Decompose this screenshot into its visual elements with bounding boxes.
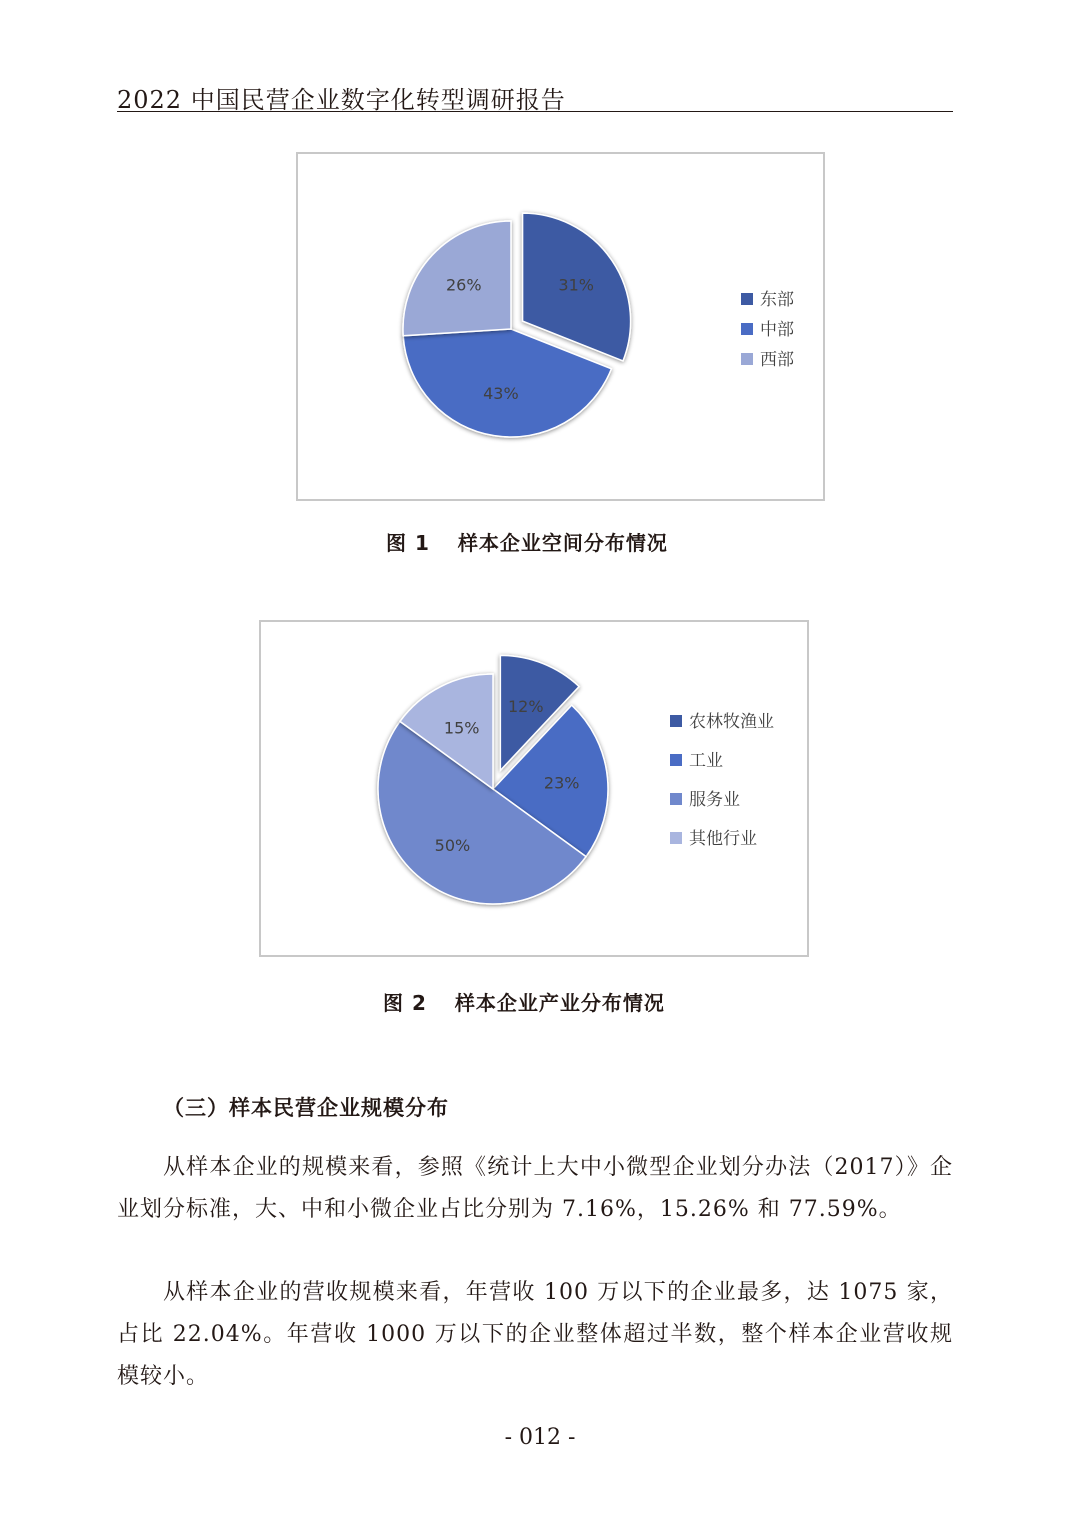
legend-item: 服务业 <box>689 790 740 810</box>
legend-item: 东部 <box>760 290 794 310</box>
legend-item: 农林牧渔业 <box>689 712 774 732</box>
legend-swatch <box>670 715 682 727</box>
legend-item: 工业 <box>689 751 723 771</box>
figure-2-caption-text: 样本企业产业分布情况 <box>454 991 665 1015</box>
data-label: 23% <box>543 773 580 793</box>
body-paragraph: 从样本企业的营收规模来看，年营收 100 万以下的企业最多，达 1075 家，占比 22.04%。年营收 1000 万以下的企业整体超过半数，整个样本企业营收规模较小。 <box>117 1280 953 1389</box>
legend-swatch <box>741 293 753 305</box>
legend-item: 中部 <box>760 320 794 340</box>
legend-item: 西部 <box>760 350 794 370</box>
legend-swatch <box>670 832 682 844</box>
figure-2-pie-svg <box>261 622 811 959</box>
legend-swatch <box>741 353 753 365</box>
figure-1-caption-text: 样本企业空间分布情况 <box>457 531 668 555</box>
pie-slice-2 <box>403 329 611 437</box>
report-title: 2022 中国民营企业数字化转型调研报告 <box>117 86 566 114</box>
figure-1-caption-number: 图 1 <box>386 531 430 555</box>
section-heading: （三）样本民营企业规模分布 <box>163 1096 449 1120</box>
data-label: 15% <box>443 718 480 738</box>
figure-2-caption <box>383 987 665 1016</box>
data-label: 31% <box>558 275 594 295</box>
figure-1-caption <box>386 527 668 556</box>
header-divider <box>117 111 953 112</box>
data-label: 12% <box>507 697 544 717</box>
body-paragraph: 从样本企业的规模来看，参照《统计上大中小微型企业划分办法（2017）》企业划分标准，大、中和小微企业占比分别为 7.16%，15.26% 和 77.59%。 <box>117 1155 953 1222</box>
legend-swatch <box>741 323 753 335</box>
data-label: 26% <box>445 275 482 295</box>
figure-1-chart <box>296 152 825 501</box>
data-label: 43% <box>483 384 519 404</box>
figure-2-caption-number: 图 2 <box>383 991 427 1015</box>
data-label: 50% <box>434 835 471 855</box>
legend-swatch <box>670 754 682 766</box>
page-number: - 012 - <box>504 1425 576 1450</box>
figure-1-pie-svg <box>298 154 827 503</box>
legend-swatch <box>670 793 682 805</box>
figure-2-chart <box>259 620 809 957</box>
legend-item: 其他行业 <box>689 829 757 849</box>
